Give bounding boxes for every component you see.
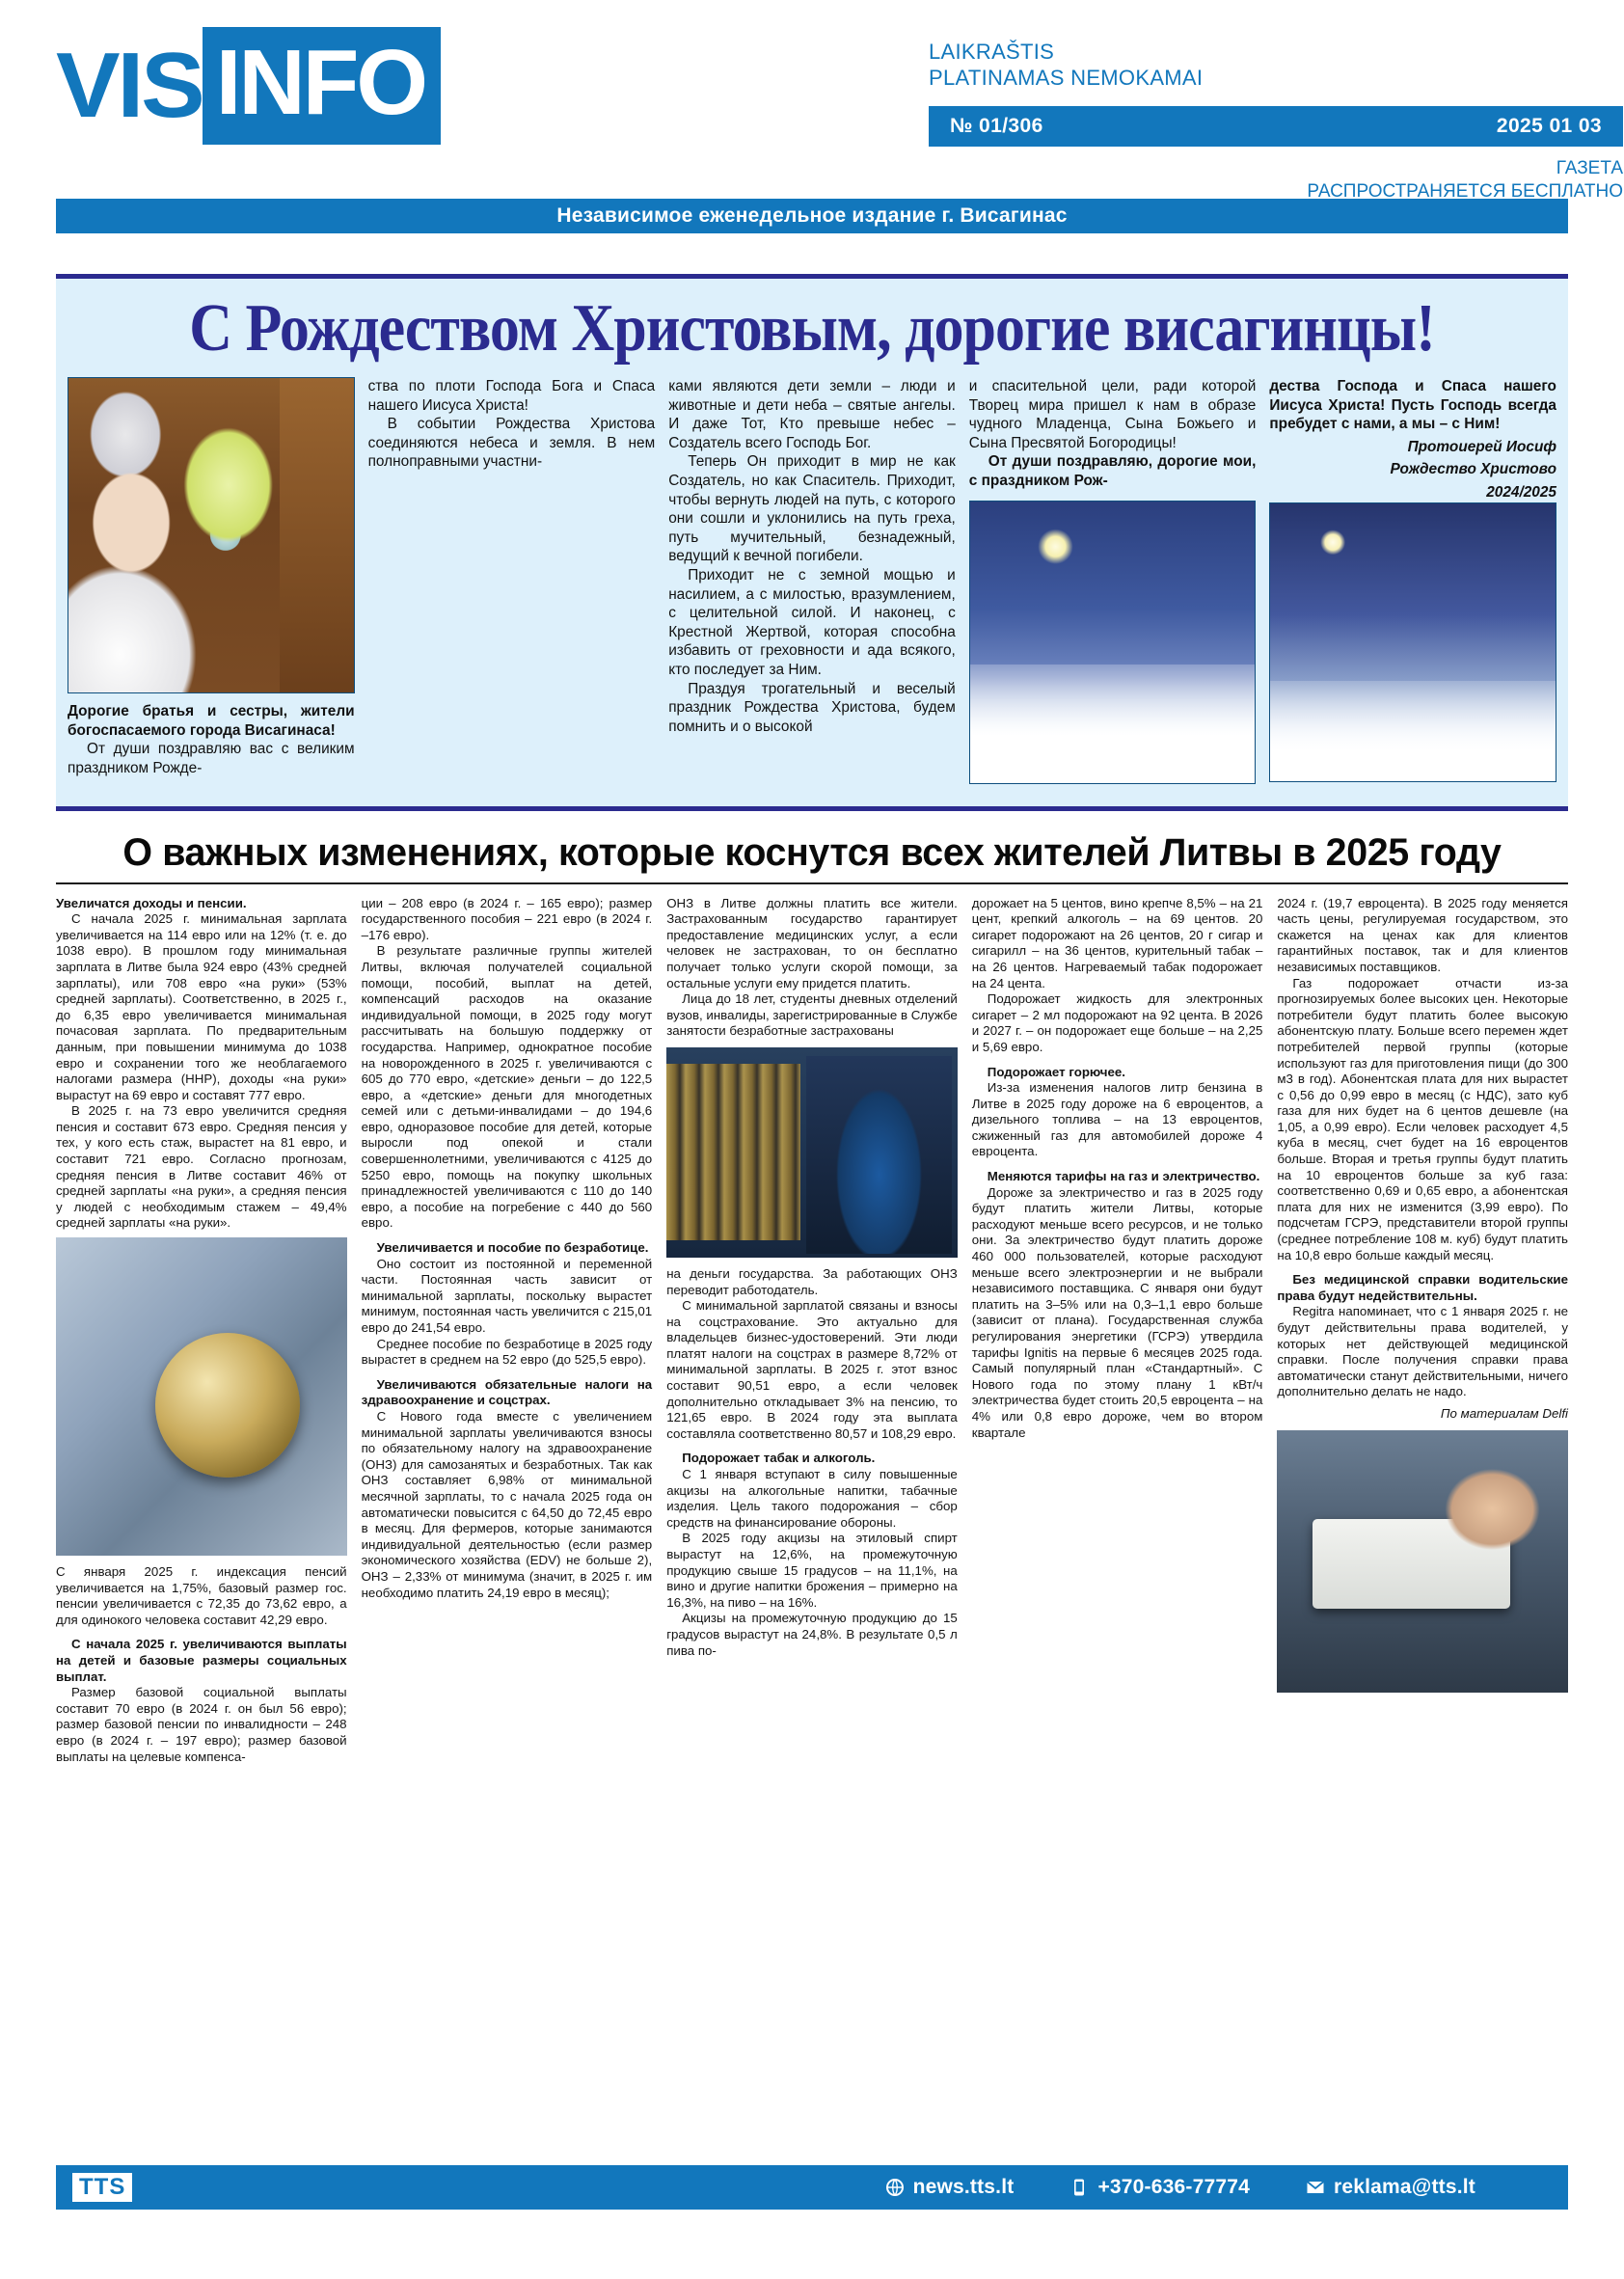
christmas-signature-year: 2024/2025 — [1486, 483, 1556, 501]
main-c1-h2: С начала 2025 г. увеличиваются выплаты на детей и базовые размеры социальных выплат. — [56, 1637, 347, 1684]
article-credit: По материалам Delfi — [1440, 1405, 1568, 1421]
footer-website[interactable] — [885, 2176, 1015, 2199]
main-c3-p7: Акцизы на промежуточную продукцию до 15 градусов вырастут на 24,8%. В результате 0,5 л пива по- — [666, 1611, 958, 1658]
main-column-5 — [1277, 896, 1568, 1766]
footer-email[interactable] — [1306, 2176, 1475, 2199]
christmas-col4-p2: От души поздравляю, дорогие мои, с праздником Рож- — [968, 453, 1257, 489]
christmas-signature-name: Протоиерей Иосиф — [1407, 438, 1556, 455]
christmas-col1-p1: От души поздравляю вас с великим праздником Рожде- — [68, 741, 355, 776]
main-c2-p3: Оно состоит из постоянной и переменной части. Постоянная часть зависит от минимальной зарплаты, поскольку вырастет минимум, постоянная часть увеличится с 215,01 евро до 241,54 евро. — [361, 1256, 653, 1335]
main-column-4 — [972, 896, 1263, 1766]
main-c5-p1: 2024 г. (19,7 евроцента). В 2025 году меняется часть цены, регулируемая государством, это скажется на ценах как для клиентов гарантийных поставок, так и для клиентов независимых поставщиков. — [1277, 895, 1568, 974]
logo-text-vis: VIS — [56, 34, 203, 137]
winter-church-photo — [1269, 502, 1556, 782]
page-footer — [56, 2165, 1568, 2210]
masthead-info — [929, 39, 1623, 203]
main-c4-p3: Из-за изменения налогов литр бензина в Литве в 2025 году дороже на 6 евроцентов, а дизельного топлива – на 13 евроцентов, сжиженный газ для автомобилей дороже 4 евроцента. — [971, 1080, 1263, 1159]
christmas-columns — [68, 377, 1556, 793]
main-c5-h1: Без медицинской справки водительские права будут недействительны. — [1277, 1272, 1568, 1303]
main-c3-p5: С 1 января вступают в силу повышенные акцизы на алкогольные напитки, табачные изделия. Цель такого подорожания – сбор средств на финансирование обороны. — [666, 1467, 958, 1530]
main-c1-p1: С начала 2025 г. минимальная зарплата увеличивается на 114 евро или на 12% (т. е. до 1038 евро). В прошлом году минимальная зарплата в Литве была 924 евро (43% средней зарплаты), или 708 евро «на руки» (53% средней зарплаты). Соответственно, в 2025 г., до 6,35 евро увеличивается минимальная почасовая зарплата. По предварительным данным, при повышении минимума до 1038 евро и сохранении того же необлагаемого налогами размера (ННР), доходы «на руки» вырастут на 69 евро и составят 777 евро. — [56, 911, 347, 1102]
gazeta-line-1: ГАЗЕТА — [1556, 158, 1623, 178]
main-c2-p5: С Нового года вместе с увеличением минимальной зарплаты увеличиваются взносы по обязательному налогу на здравоохранение (ОНЗ) для самозанятых и безработных. Так как ОНЗ составляет 6,98% от минимальной месячной зарплаты, то с начала 2025 года он автоматически повысится с 64,50 до 72,45 евро в месяц. Для фермеров, которые занимаются индивидуальной деятельностью (если размер экономического хозяйства (EDV) не больше 2), ОНЗ – 2,33% от минимума (значит, в 2025 г. им необходимо платить 24,19 евро в месяц); — [361, 1408, 653, 1600]
main-c3-h1: Подорожает табак и алкоголь. — [682, 1451, 876, 1466]
gazeta-note — [929, 157, 1623, 203]
christmas-column-1 — [68, 377, 355, 793]
phone-icon — [1069, 2178, 1089, 2197]
tts-logo[interactable]: TTS — [71, 2172, 133, 2203]
christmas-col3-p3: Приходит не с земной мощью и насилием, а с милостью, вразумлением, с целительной силой. И наконец, с Крестной Жертвой, которая способна избавить от греховности и ада всякого, кто последует за Ним. — [668, 566, 956, 678]
winter-village-photo — [969, 501, 1257, 784]
christmas-col3-p4: Праздуя трогательный и веселый праздник Рождества Христова, будем помнить и о высокой — [668, 680, 956, 735]
christmas-column-4 — [969, 377, 1257, 793]
christmas-col4-p1: и спасительной цели, ради которой Творец мира пришел к нам в образе чудного Младенца, Сына Божьего и Сына Пресвятой Богородицы! — [968, 378, 1257, 451]
christmas-col5-p1: дества Господа и Спаса нашего Иисуса Христа! Пусть Господь всегда пребудет с нами, а мы – с Ним! — [1269, 378, 1556, 433]
driver-license-photo — [1277, 1430, 1568, 1693]
main-c2-p4: Среднее пособие по безработице в 2025 году вырастет в среднем на 52 евро (до 525,5 евро). — [361, 1336, 653, 1368]
christmas-signature-feast: Рождество Христово — [1390, 461, 1556, 478]
main-article-columns — [56, 896, 1568, 1766]
main-c1-p3: С января 2025 г. индексация пенсий увеличивается на 1,75%, базовый размер гос. пенсии увеличивается с 72,35 до 73,62 евро, а для одинокого человека составит 42,29 евро. — [56, 1564, 347, 1627]
main-c4-p4: Дороже за электричество и газ в 2025 году будут платить жители Литвы, которые расходуют меньше всего ресурсов, и не только они. За электричество будут платить дороже 460 000 пользователей, которые расходуют меньше всего электроэнергии и не выбрали независимого поставщика. С января они будут платить на 3–5% или на 0,3–1,1 евро больше (зависит от плана). Государственная служба регулирования энергетики (ГСРЭ) утвердила тарифы Ignitis на первые 6 месяцев 2025 года. Самый популярный план «Стандартный». С Нового года по этому плану 1 кВт/ч электричества будет стоить 20,5 евроцента – на 4% или 0,8 евро дороже, чем во втором квартале — [971, 1184, 1263, 1440]
main-c4-h2: Меняются тарифы на газ и электричество. — [987, 1169, 1260, 1184]
footer-phone[interactable] — [1069, 2176, 1250, 2199]
christmas-lead-bold: Дорогие братья и сестры, жители богоспасаемого города Висагинаса! — [68, 703, 355, 739]
christmas-col2-p1: ства по плоти Господа Бога и Спаса нашего Иисуса Христа! — [367, 378, 656, 414]
main-c3-p6: В 2025 году акцизы на этиловый спирт вырастут на 12,6%, на промежуточную продукцию свыше 15 градусов – на 11,1%, на вино и другие напитки брожения – примерно на 16,3%, на пиво – на 16%. — [666, 1531, 958, 1610]
footer-email-text: reklama@tts.lt — [1333, 2176, 1475, 2198]
christmas-column-3 — [668, 377, 956, 793]
main-c3-p4: С минимальной зарплатой связаны и взносы на соцстрахование. Это актуально для владельцев бизнес-удостоверений. Эти люди платят налоги на соцстрах в размере 8,72% от минимальной зарплаты. В 2025 г. этот взнос составит 90,51 евро, а если человек дополнительно откладывает 3% на пенсию, то 121,65 евро. В 2024 году эта выплата составляла соответственно 80,57 и 108,29 евро. — [666, 1298, 958, 1441]
main-c1-h1: Увеличатся доходы и пенсии. — [56, 895, 247, 910]
main-c2-p1: ции – 208 евро (в 2024 г. – 165 евро); размер государственного пособия – 221 евро (в 2024 г. –176 евро). — [361, 895, 653, 942]
issue-date: 2025 01 03 — [1496, 115, 1602, 137]
gazeta-line-2: РАСПРОСТРАНЯЕТСЯ БЕСПЛАТНО — [1307, 181, 1623, 202]
main-c1-p4: Размер базовой социальной выплаты составит 70 евро (в 2024 г. он был 56 евро); размер базовой пенсии по инвалидности – 248 евро (в 2024 г. – 197 евро); размер базовой выплаты на целевые компенса- — [56, 1685, 347, 1764]
logo-text-info: INFO — [203, 27, 441, 145]
main-c4-h1: Подорожает горючее. — [987, 1064, 1125, 1079]
main-c2-h1: Увеличивается и пособие по безработице. — [376, 1240, 649, 1256]
priest-photo — [68, 377, 355, 693]
footer-phone-text: +370-636-77774 — [1097, 2176, 1250, 2198]
christmas-col3-p2: Теперь Он приходит в мир не как Создатель, но как Спаситель. Приходит, чтобы вернуть людей на путь, с которого они сошли и уклонились на путь греха, путь мучительный, безнадежный, ведущий к вечной погибели. — [668, 453, 956, 565]
headline-rule — [56, 882, 1568, 884]
main-c4-p1: дорожает на 5 центов, вино крепче 8,5% – на 21 цент, крепкий алкоголь – на 69 центов. 20 сигарет подорожают на 26 центов, 20 г сигар и сигарилл – на 36 центов, курительный табак – на 26 центов. Нагреваемый табак подорожает на 24 цента. — [971, 895, 1263, 990]
footer-website-text: news.tts.lt — [912, 2176, 1015, 2198]
publication-logo[interactable] — [56, 33, 441, 139]
main-c3-p1: ОНЗ в Литве должны платить все жители. Застрахованным государство гарантирует предоставление медицинских услуг, а если человек не застрахован, то он бесплатно получает только услуги скорой помощи, за остальные услуги ему придется платить. — [666, 895, 958, 990]
envelope-icon — [1306, 2178, 1325, 2197]
issue-bar — [929, 106, 1623, 147]
main-column-3 — [666, 896, 958, 1766]
christmas-greeting-block — [56, 274, 1568, 811]
main-column-1 — [56, 896, 347, 1766]
globe-icon — [885, 2178, 905, 2197]
main-c5-p2: Газ подорожает отчасти из-за прогнозируемых более высоких цен. Некоторые потребители будут платить более высокую абонентскую плату. Больше всего перемен ждет потребителей первой группы (которые используют газ для приготовления пищи (до 300 м3 в год). Абонентская плата для них вырастет с 0,56 до 0,99 евро в месяц (с НДС), зато куб газа для них будет на 6 центов дешевле (на 1,05, а 0,99 евро). Если человек расходует 4,5 куба в месяц, счет будет на 16 евроцентов больше. Вторая и третья группы будут платить на 10 евроцентов больше за куб газа: соответственно 0,69 и 0,65 евро, а абонентская плата для них не изменится (3,99 евро). По подсчетам ГСРЭ, представители второй группы (среднее потребление 108 м. куб) будут платить на 10,8 евро больше каждый месяц. — [1277, 975, 1568, 1262]
main-column-2 — [362, 896, 653, 1766]
main-c3-p3: на деньги государства. За работающих ОНЗ переводит работодатель. — [666, 1265, 958, 1297]
main-c1-p2: В 2025 г. на 73 евро увеличится средняя пенсия и составит 673 евро. Средняя пенсия у тех, у кого есть стаж, вырастет на 81 евро, и составит 721 евро. Согласно прогнозам, средняя пенсия в Литве составит 46% от средней зарплаты «на руки», а средняя пенсия у людей с необходимым стажем – 49,4% средней зарплаты «на руки». — [56, 1103, 347, 1231]
laikrastis-line-1: LAIKRAŠTIS — [929, 40, 1055, 64]
main-c3-p2: Лица до 18 лет, студенты дневных отделений вузов, инвалиды, зарегистрированные в Службе занятости безработные застрахованы — [666, 991, 958, 1039]
tagline-banner: Независимое еженедельное издание г. Висагинас — [56, 199, 1568, 233]
christmas-headline: С Рождеством Христовым, дорогие висагинцы! — [189, 291, 1435, 366]
christmas-column-5 — [1269, 377, 1556, 793]
christmas-column-2 — [368, 377, 656, 793]
christmas-col3-p1: ками являются дети земли – люди и животные и дети неба – святые ангелы. И даже Тот, Кто превыше небес – Создатель всего Господь Бог. — [668, 378, 956, 451]
christmas-col2-p2: В событии Рождества Христова соединяются небеса и земля. В нем полноправными участни- — [367, 416, 656, 471]
main-c4-p2: Подорожает жидкость для электронных сигарет – 2 мл подорожают на 92 цента. В 2026 и 2027 г. – он подорожает еще больше – на 2,25 и 5,69 евро. — [971, 991, 1263, 1054]
main-headline: О важных изменениях, которые коснутся всех жителей Литвы в 2025 году — [122, 830, 1502, 874]
main-c2-p2: В результате различные группы жителей Литвы, включая получателей социальной помощи, пособий, выплат на детей, компенсаций расходов на оказание индивидуальной помощи, в 2025 году могут рассчитывать на большую поддержку от государства. Например, однократное пособие на новорожденного в 2025 г. увеличиваются с 605 до 770 евро, «детские» деньги – до 122,5 евро, а «детские» деньги для многодетных семей или с детьми-инвалидами – до 194,6 евро, одноразовое пособие для детей, которые выросли под опекой и стали совершеннолетними, увеличиваются с 4125 до 5250 евро, помощь на покупку школьных принадлежностей увеличиваются с 110 до 140 евро, а пособие на погребение с 440 до 560 евро. — [361, 943, 653, 1231]
euro-coin-photo — [56, 1237, 347, 1556]
main-c5-p3: Regitra напоминает, что с 1 января 2025 г. не будут действительны права водителей, у которых нет действующей медицинской справки. После получения справки права автоматически станут действительными, ничего дополнительно делать не надо. — [1277, 1304, 1568, 1399]
laikrastis-line-2: PLATINAMAS NEMOKAMAI — [929, 66, 1204, 90]
footer-contacts — [885, 2176, 1553, 2199]
issue-number: № 01/306 — [950, 115, 1043, 137]
main-c2-h2: Увеличиваются обязательные налоги на здравоохранение и соцстрах. — [361, 1376, 653, 1408]
masthead — [56, 0, 1623, 202]
alcohol-shelf-photo — [666, 1047, 958, 1258]
